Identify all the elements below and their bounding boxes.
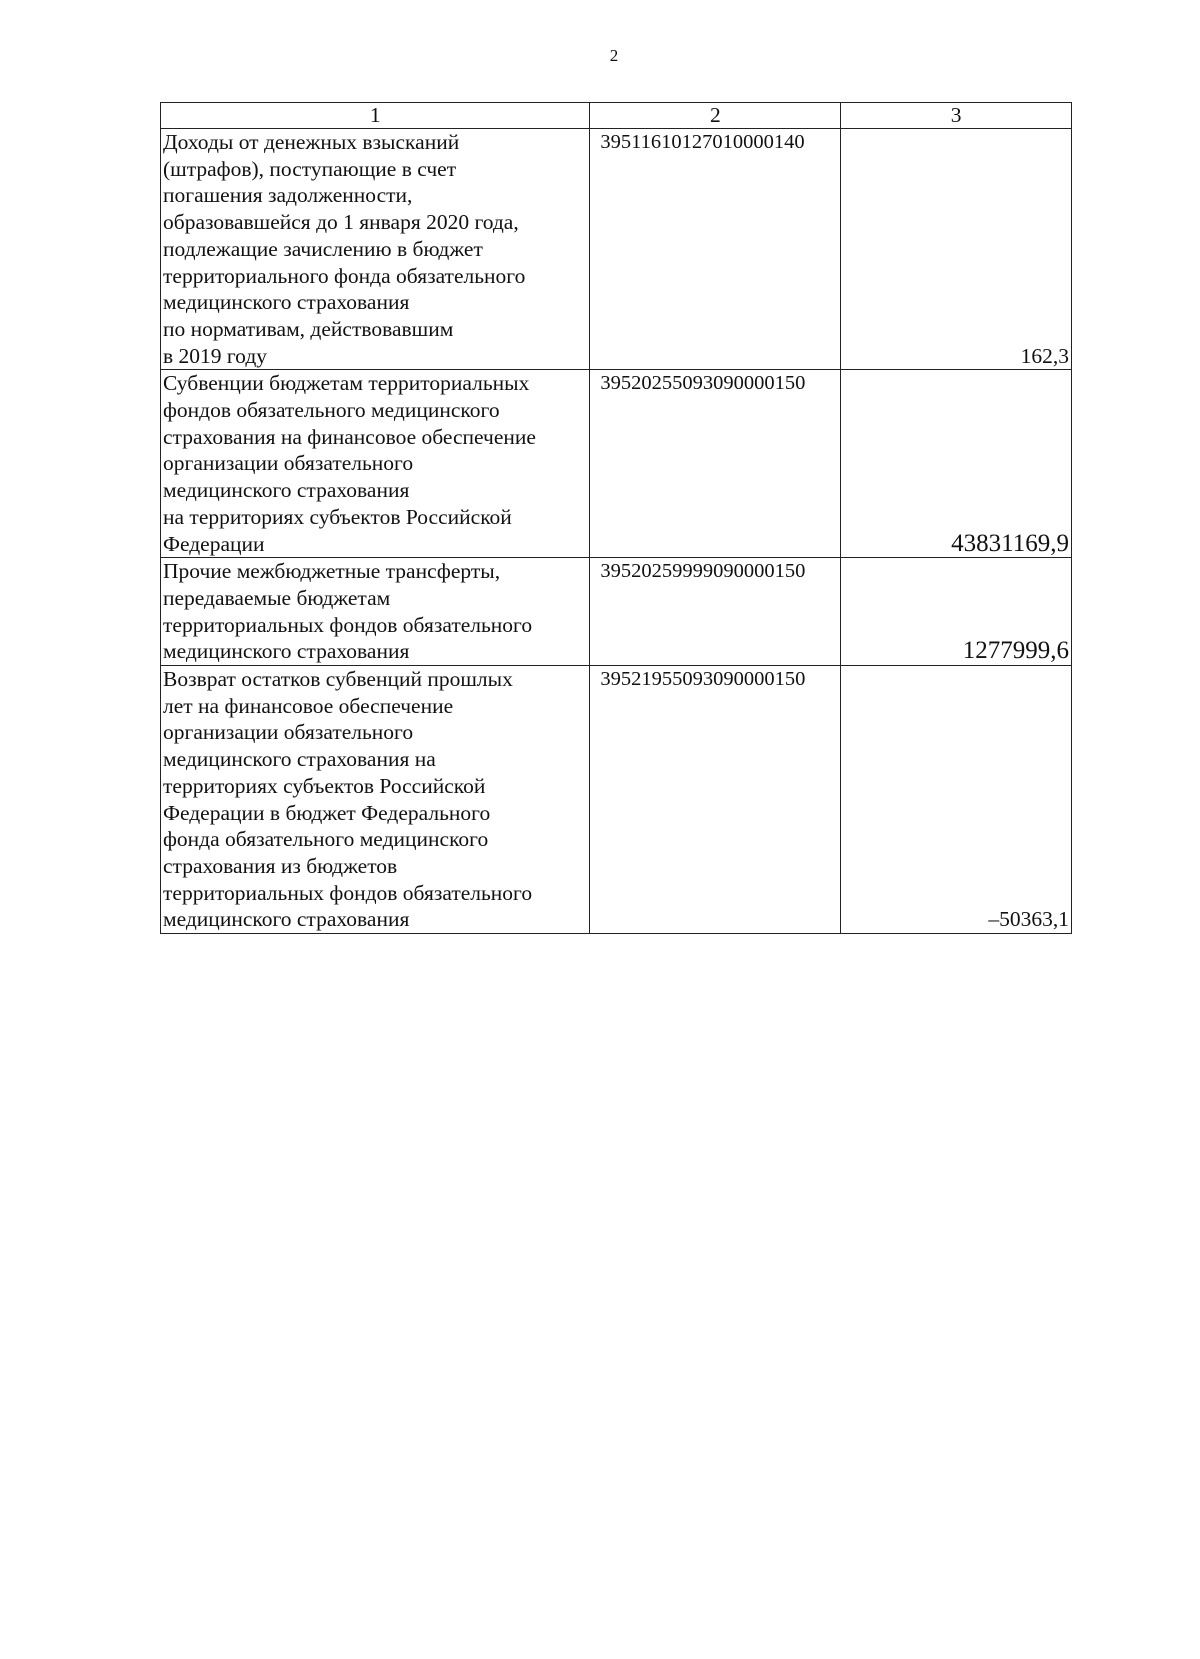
description-line: Доходы от денежных взысканий [163,130,460,154]
row-amount: –50363,1 [841,666,1072,934]
description-line: медицинского страхования [163,907,410,932]
row-description [161,129,590,370]
description-line: территориального фонда обязательного [163,263,526,288]
row-amount: 1277999,6 [841,558,1072,666]
row-description [161,370,590,558]
description-line: лет на финансовое обеспечение [163,693,454,718]
description-line: Субвенции бюджетам территориальных [163,371,530,396]
row-code: 39511610127010000140 [590,129,841,370]
row-amount: 162,3 [841,129,1072,370]
page-number: 2 [609,46,619,65]
budget-table [160,102,1072,934]
description-line: медицинского страхования [163,639,410,664]
row-code: 39521955093090000150 [590,666,841,934]
description-line: на территориях субъектов Российской [163,504,512,529]
description-line: по нормативам, действовавшим [163,316,454,341]
table-row [161,666,1072,934]
row-amount: 43831169,9 [841,370,1072,558]
description-line: медицинского страхования [163,478,410,503]
row-description [161,558,590,666]
description-line: фондов обязательного медицинского [163,398,500,423]
description-line: медицинского страхования [163,290,410,315]
row-code: 39520255093090000150 [590,370,841,558]
description-line: Прочие межбюджетные трансферты, [163,559,501,584]
description-line: передаваемые бюджетам [163,585,391,610]
table-row [161,370,1072,558]
description-line: образовавшейся до 1 января 2020 года, [163,210,519,235]
header-col-1: 1 [161,103,590,129]
description-line: медицинского страхования на [163,747,436,772]
description-line: территориальных фондов обязательного [163,612,533,637]
description-line: страхования на финансовое обеспечение [163,424,536,449]
description-line: Федерации [163,531,265,556]
description-line: подлежащие зачислению в бюджет [163,236,483,261]
description-line: организации обязательного [163,720,414,745]
description-line: (штрафов), поступающие в счет [163,156,457,181]
description-line: в 2019 году [163,343,268,368]
table-row [161,129,1072,370]
table-row [161,558,1072,666]
description-line: организации обязательного [163,451,414,476]
table-header-row [161,103,1072,129]
description-line: страхования из бюджетов [163,853,398,878]
description-line: фонда обязательного медицинского [163,827,489,852]
description-line: территориях субъектов Российской [163,773,486,798]
description-line: территориальных фондов обязательного [163,880,533,905]
description-line: Федерации в бюджет Федерального [163,800,491,825]
description-line: Возврат остатков субвенций прошлых [163,667,513,692]
header-col-3: 3 [841,103,1072,129]
header-col-2: 2 [590,103,841,129]
row-code: 39520259999090000150 [590,558,841,666]
row-description [161,666,590,934]
description-line: погашения задолженности, [163,183,413,208]
